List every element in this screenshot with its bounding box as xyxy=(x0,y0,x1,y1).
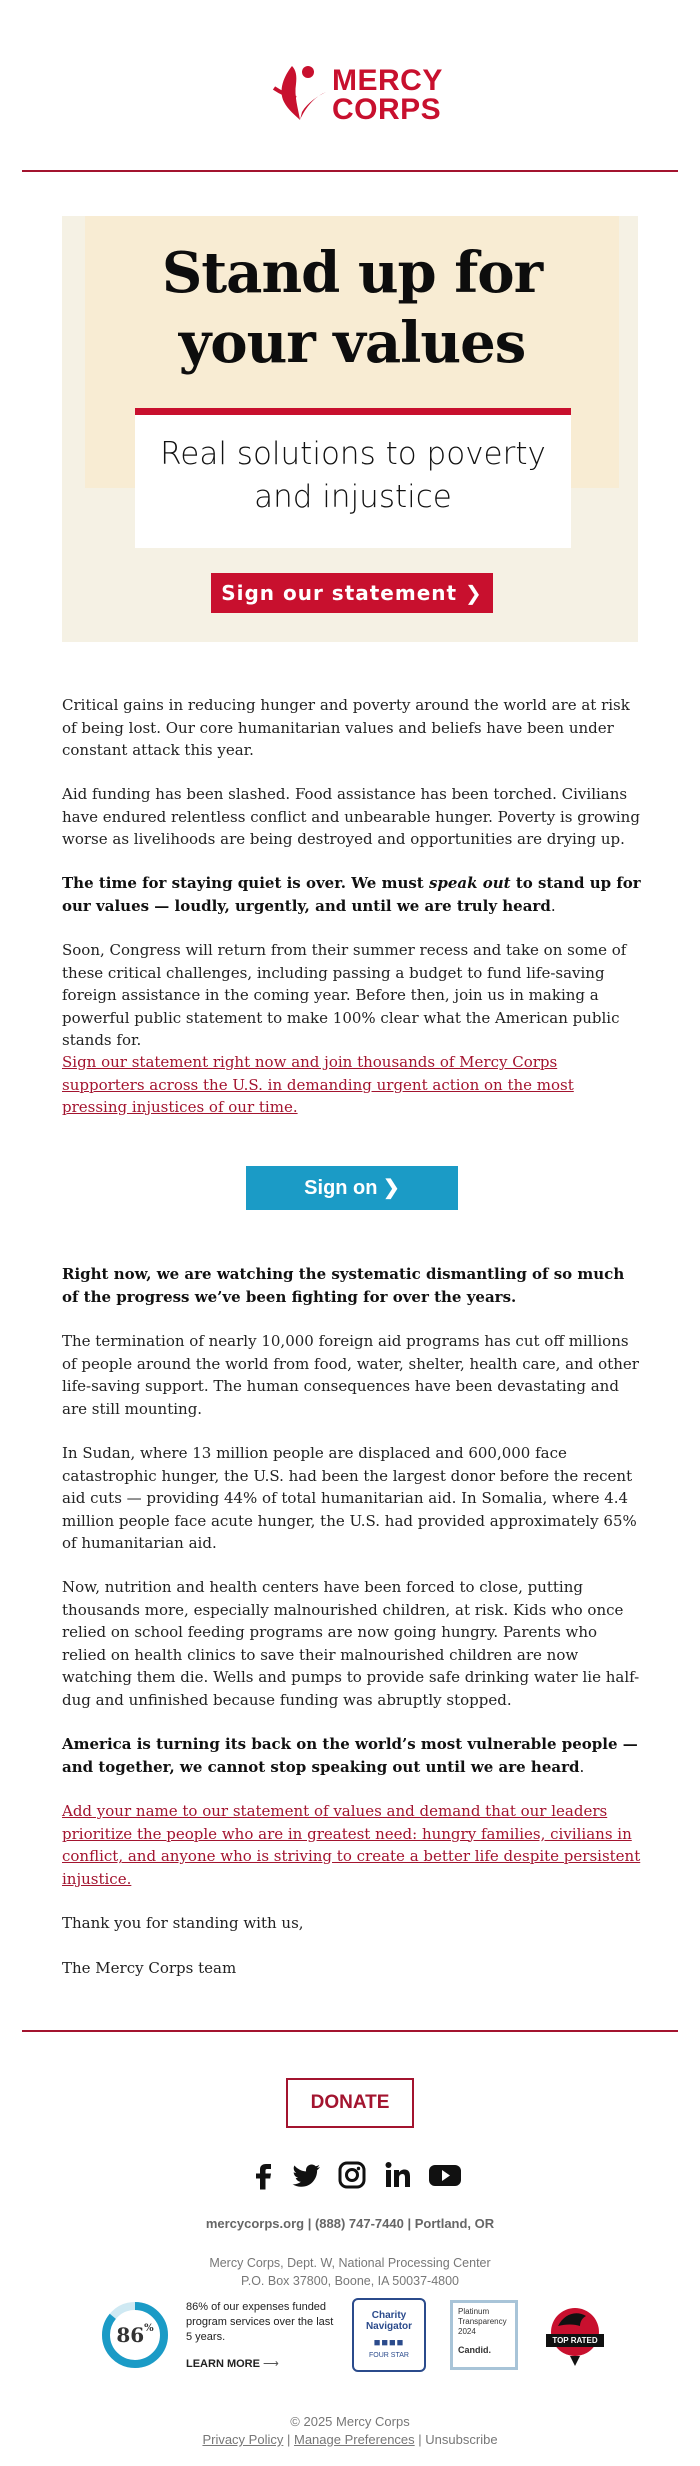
link-separator: | xyxy=(286,2432,294,2447)
expense-badge-text: 86% of our expenses funded program services over the last 5 years. xyxy=(186,2301,334,2343)
learn-more-label: LEARN MORE xyxy=(186,2358,260,2370)
cn-line-1: Charity xyxy=(371,2310,407,2321)
body-paragraph-1: Critical gains in reducing hunger and poverty around the world are at risk of being lost. Our core humanitarian values and beliefs have been under constant attack this year. xyxy=(62,696,630,759)
body-paragraph-4: Soon, Congress will return from their summer recess and take on some of these critical challenges, including passing a budget to fund life-saving foreign assistance in the coming year. Before then, join us in making a powerful public statement to make 100% clear what the American public stands for. xyxy=(62,941,627,1049)
body-paragraph-3 xyxy=(62,872,642,917)
footer-divider xyxy=(22,2030,678,2032)
body-paragraph-5: Right now, we are watching the systematic dismantling of so much of the progress we’ve been fighting for over the years. xyxy=(62,1265,625,1306)
hero-subtitle-line-1: Real solutions to poverty xyxy=(160,436,546,472)
footer-address-line-2: P.O. Box 37800, Boone, IA 50037-4800 xyxy=(241,2274,459,2288)
top-rated-icon xyxy=(540,2296,610,2372)
logo-wordmark xyxy=(332,66,443,124)
hero-title xyxy=(85,238,619,378)
signature: The Mercy Corps team xyxy=(62,1959,237,1977)
hero-title-line-1: Stand up for xyxy=(161,240,543,306)
linkedin-icon[interactable] xyxy=(384,2160,412,2190)
manage-preferences-link[interactable]: Manage Preferences xyxy=(293,2432,415,2447)
candid-transparency-badge[interactable] xyxy=(450,2300,518,2370)
hero-subtitle xyxy=(135,433,571,519)
candid-line-2: Transparency xyxy=(458,2317,507,2326)
mercy-corps-logo[interactable] xyxy=(270,62,450,126)
cn-rating-label: FOUR STAR xyxy=(369,2352,409,2359)
body-paragraph-6: The termination of nearly 10,000 foreign aid programs has cut off millions of people around the world from food, water, shelter, health care, and other life-saving support. The human consequences have been devastating and are still mounting. xyxy=(62,1332,639,1418)
header-divider xyxy=(22,170,678,172)
instagram-icon[interactable] xyxy=(338,2160,366,2190)
footer-links xyxy=(0,2432,700,2447)
top-rated-badge[interactable] xyxy=(540,2296,610,2372)
privacy-policy-link[interactable]: Privacy Policy xyxy=(202,2432,284,2447)
donate-button[interactable]: DONATE xyxy=(286,2078,414,2128)
p9-period: . xyxy=(579,1757,585,1776)
p3-text-b: to stand up for our values — loudly, urgently, and until we are truly heard xyxy=(62,874,641,915)
body-paragraph-7: In Sudan, where 13 million people are displaced and 600,000 face catastrophic hunger, the U.S. had been the largest donor before the recent aid cuts — providing 44% of total humanitarian aid. In Somalia, where 4.4 million people face acute hunger, the U.S. had provided approximately 65% of humanitarian aid. xyxy=(62,1444,637,1552)
logo-line-1: MERCY xyxy=(332,64,443,97)
p9-text: America is turning its back on the world’s most vulnerable people — and together, we cannot stop speaking out until we are heard xyxy=(62,1735,638,1776)
copyright: © 2025 Mercy Corps xyxy=(290,2414,410,2429)
logo-line-2: CORPS xyxy=(332,93,442,126)
p3-period: . xyxy=(550,896,556,915)
top-rated-label: TOP RATED xyxy=(552,2336,598,2345)
candid-line-1: Platinum xyxy=(458,2307,490,2316)
arrow-right-icon: ⟶ xyxy=(263,2358,279,2370)
expense-badge[interactable] xyxy=(100,2300,170,2370)
cn-line-2: Navigator xyxy=(365,2321,413,2332)
hero-subtitle-line-2: and injustice xyxy=(254,479,452,515)
expense-percent xyxy=(100,2323,170,2347)
unsubscribe-link[interactable]: Unsubscribe xyxy=(425,2432,498,2447)
candid-line-3: 2024 xyxy=(458,2327,476,2336)
sign-on-button[interactable]: Sign on ❯ xyxy=(246,1166,458,1210)
p3-text-a: The time for staying quiet is over. We must xyxy=(62,874,429,892)
expense-percent-sign: % xyxy=(144,2323,154,2334)
candid-brand: Candid. xyxy=(458,2345,491,2355)
sign-statement-button[interactable]: Sign our statement ❯ xyxy=(211,573,493,613)
charity-navigator-badge[interactable] xyxy=(352,2298,426,2372)
sign-off: Thank you for standing with us, xyxy=(62,1914,304,1932)
twitter-icon[interactable] xyxy=(290,2160,322,2190)
body-paragraph-8: Now, nutrition and health centers have been forced to close, putting thousands more, especially malnourished children, at risk. Kids who once relied on school feeding programs are now going hungry. Parents who relied on health clinics to save their malnourished children are now watching them die. Wells and pumps to provide safe drinking water lie half-dug and unfinished because funding was abruptly stopped. xyxy=(62,1578,640,1709)
facebook-icon[interactable] xyxy=(252,2160,274,2190)
footer-contact-text: mercycorps.org | (888) 747-7440 | Portland, OR xyxy=(205,2216,495,2231)
learn-more-link[interactable] xyxy=(186,2357,279,2370)
youtube-icon[interactable] xyxy=(428,2160,462,2190)
sign-statement-link[interactable]: Sign our statement right now and join thousands of Mercy Corps supporters across the U.S. in demanding urgent action on the most pressing injustices of our time. xyxy=(62,1053,574,1116)
footer-contact xyxy=(0,2216,700,2231)
link-separator: | xyxy=(418,2432,426,2447)
four-star-icon: ■■■■ xyxy=(373,2337,405,2349)
body-paragraph-2: Aid funding has been slashed. Food assistance has been torched. Civilians have endured relentless conflict and unbearable hunger. Poverty is growing worse as livelihoods are being destroyed and opportunities are drying up. xyxy=(62,785,640,848)
charity-navigator-title xyxy=(354,2310,424,2332)
mercy-corps-mark-icon xyxy=(270,62,328,122)
add-name-link[interactable]: Add your name to our statement of values and demand that our leaders prioritize the people who are in greatest need: hungry families, civilians in conflict, and anyone who is striving to create a better life despite persistent injustice. xyxy=(62,1802,641,1888)
hero-title-line-2: your values xyxy=(178,310,526,376)
footer-address-line-1: Mercy Corps, Dept. W, National Processing Center xyxy=(209,2256,491,2270)
expense-percent-value: 86 xyxy=(116,2323,145,2347)
p3-emphasis: speak out xyxy=(428,874,511,892)
body-paragraph-9 xyxy=(62,1733,642,1778)
